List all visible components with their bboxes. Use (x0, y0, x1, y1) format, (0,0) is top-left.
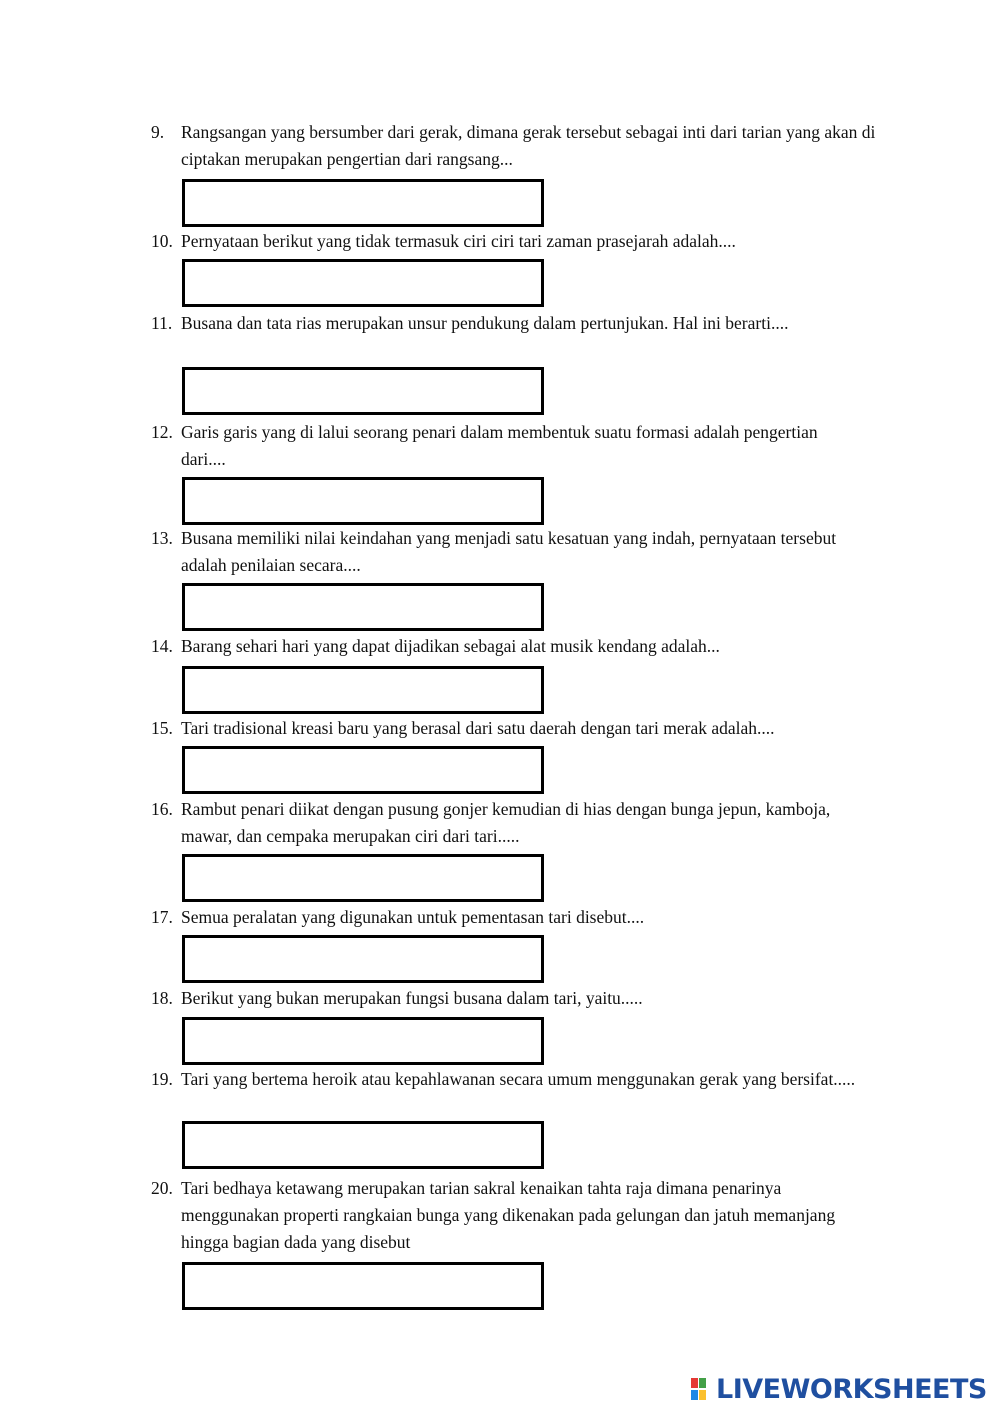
answer-box-9[interactable] (182, 179, 544, 227)
question-14 (151, 633, 881, 660)
question-number: 10. (151, 231, 173, 251)
question-text: Pernyataan berikut yang tidak termasuk ciri ciri tari zaman prasejarah adalah.... (181, 231, 736, 251)
question-number: 16. (151, 799, 173, 819)
question-text: Tari tradisional kreasi baru yang berasal dari satu daerah dengan tari merak adalah.... (181, 718, 775, 738)
question-10 (151, 228, 881, 255)
question-text: Semua peralatan yang digunakan untuk pementasan tari disebut.... (181, 907, 645, 927)
question-text: Berikut yang bukan merupakan fungsi busana dalam tari, yaitu..... (181, 988, 643, 1008)
answer-box-15[interactable] (182, 746, 544, 794)
question-17 (151, 904, 881, 931)
question-20 (151, 1175, 881, 1256)
question-number: 15. (151, 718, 173, 738)
question-text: Busana memiliki nilai keindahan yang menjadi satu kesatuan yang indah, pernyataan tersebut adalah penilaian secara.... (181, 528, 837, 575)
question-text: Tari bedhaya ketawang merupakan tarian sakral kenaikan tahta raja dimana penarinya menggunakan properti rangkaian bunga yang dikenakan pada gelungan dan jatuh memanjang hingga bagian dada yang disebut (181, 1178, 836, 1252)
question-13 (151, 525, 881, 579)
question-number: 14. (151, 636, 173, 656)
answer-box-19[interactable] (182, 1121, 544, 1169)
answer-box-17[interactable] (182, 935, 544, 983)
question-number: 11. (151, 313, 173, 333)
answer-box-13[interactable] (182, 583, 544, 631)
question-text: Busana dan tata rias merupakan unsur pendukung dalam pertunjukan. Hal ini berarti.... (181, 313, 789, 333)
question-text: Rambut penari diikat dengan pusung gonjer kemudian di hias dengan bunga jepun, kamboja, mawar, dan cempaka merupakan ciri dari tari..... (181, 799, 831, 846)
question-12 (151, 419, 881, 473)
logo-text: LIVEWORKSHEETS (716, 1373, 987, 1405)
question-number: 17. (151, 907, 173, 927)
answer-box-18[interactable] (182, 1017, 544, 1065)
liveworksheets-logo-icon (690, 1377, 714, 1401)
question-text: Garis garis yang di lalui seorang penari dalam membentuk suatu formasi adalah pengertian dari.... (181, 422, 818, 469)
question-9 (151, 119, 881, 173)
question-number: 19. (151, 1069, 173, 1089)
question-text: Rangsangan yang bersumber dari gerak, dimana gerak tersebut sebagai inti dari tarian yang akan di ciptakan merupakan pengertian dari rangsang... (181, 122, 876, 169)
answer-box-10[interactable] (182, 259, 544, 307)
question-18 (151, 985, 881, 1012)
question-number: 20. (151, 1178, 173, 1198)
question-text: Barang sehari hari yang dapat dijadikan sebagai alat musik kendang adalah... (181, 636, 720, 656)
answer-box-16[interactable] (182, 854, 544, 902)
question-19 (151, 1066, 881, 1093)
answer-box-12[interactable] (182, 477, 544, 525)
liveworksheets-logo (690, 1374, 987, 1404)
question-15 (151, 715, 881, 742)
question-number: 13. (151, 528, 173, 548)
question-number: 18. (151, 988, 173, 1008)
answer-box-11[interactable] (182, 367, 544, 415)
question-number: 12. (151, 422, 173, 442)
question-11 (151, 310, 881, 337)
question-text: Tari yang bertema heroik atau kepahlawanan secara umum menggunakan gerak yang bersifat..... (181, 1069, 856, 1089)
answer-box-20[interactable] (182, 1262, 544, 1310)
answer-box-14[interactable] (182, 666, 544, 714)
question-number: 9. (151, 122, 165, 142)
question-16 (151, 796, 881, 850)
